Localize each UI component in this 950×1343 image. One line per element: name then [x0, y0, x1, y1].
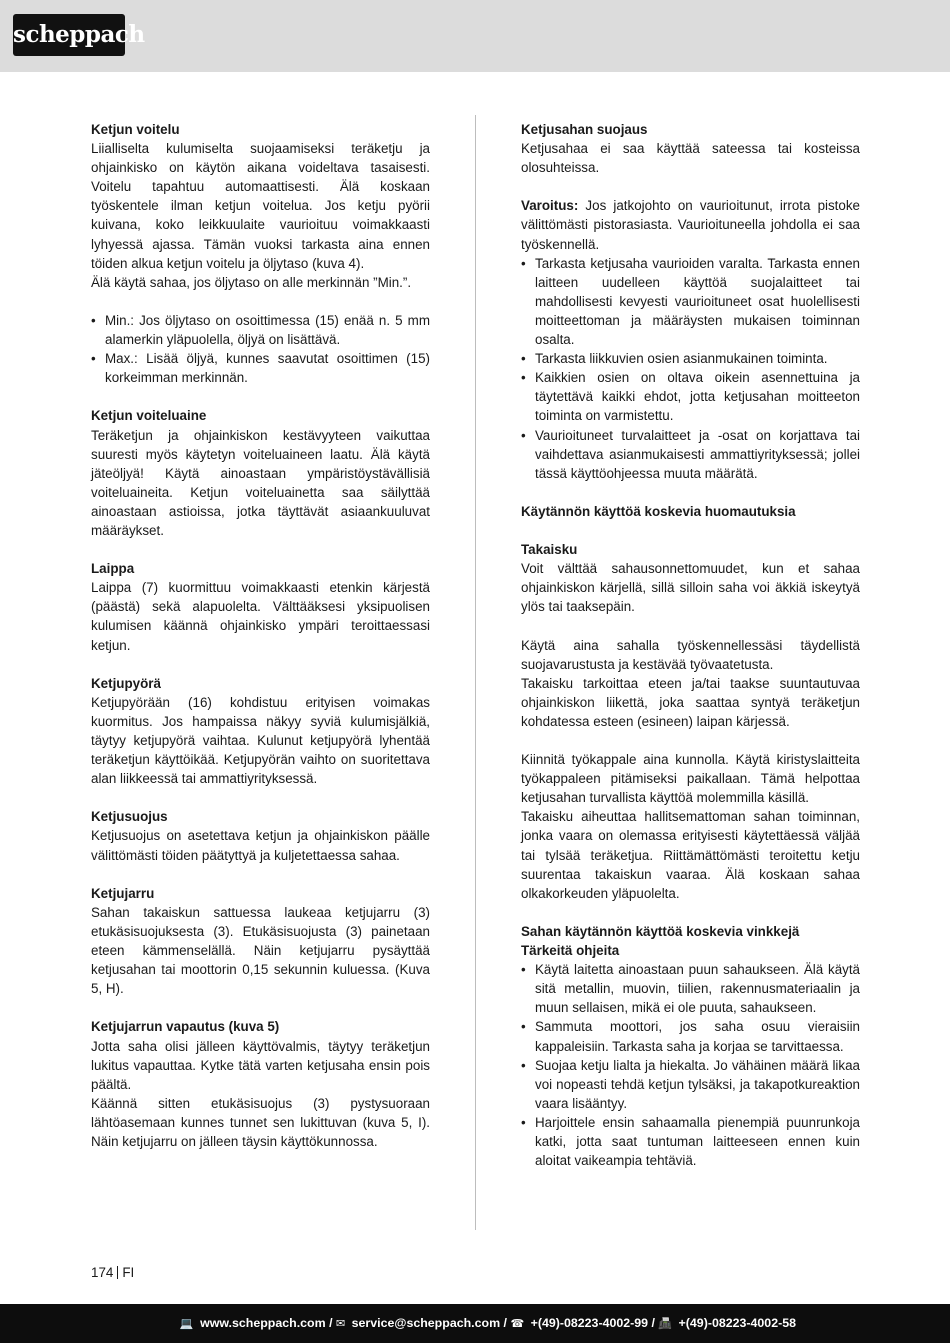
footer-bar [0, 1304, 950, 1343]
section-bar [91, 559, 430, 654]
list-item: • Tarkasta liikkuvien osien asianmukainen toiminta. [521, 349, 860, 368]
paragraph: Jotta saha olisi jälleen käyttövalmis, täytyy teräketjun lukitus vapauttaa. Kytke tätä varten ketjusaha ensin pois päältä. [91, 1038, 430, 1092]
section-warning [521, 196, 860, 482]
list-item: • Tarkasta ketjusaha vaurioiden varalta. Tarkasta ennen laitteen uudelleen käyttöä suojalaitteet tai mahdollisesti kevyesti vaurioituneet osat huolellisesti moitteettoman ja määräysten mukaisen toiminnan osalta. [521, 254, 860, 349]
computer-icon: 💻 [179, 1317, 194, 1330]
list-item: • Min.: Jos öljytaso on osoittimessa (15) enää n. 5 mm alamerkin yläpuolella, öljyä on lisättävä. [91, 311, 430, 349]
section-practical-notes [521, 502, 860, 521]
column-divider [475, 115, 476, 1230]
language-code: FI [122, 1265, 135, 1280]
section-title: Sahan käytännön käyttöä koskevia vinkkejä [521, 923, 800, 939]
paragraph: Älä käytä sahaa, jos öljytaso on alle merkinnän ”Min.”. [91, 274, 412, 290]
page-number [91, 1265, 134, 1280]
warning-text: Jos jatkojohto on vaurioitunut, irrota pistoke välittömästi pistorasiasta. Vaurioituneella johdolla ei saa työskennellä. [521, 198, 860, 252]
section-chainsaw-protection [521, 120, 860, 177]
list-item: • Vaurioituneet turvalaitteet ja -osat on korjattava tai vaihdettava asianmukaisesti ammattiyrityksessä; jollei tässä käyttöohjeessa muuta määrätä. [521, 426, 860, 483]
section-chain-brake [91, 884, 430, 999]
section-chain-brake-release [91, 1017, 430, 1151]
warning-label: Varoitus: [521, 198, 579, 214]
paragraph: Liialliselta kulumiselta suojaamiseksi teräketju ja ohjainkisko on käytön aikana voideltava tasaisesti. Voitelu tapahtuu automaattisesti. Älä koskaan työskentele ilman ketjun voitelua. Jos ketju pyörii kuivana, koko leikkuulaite vaurioituu voimakkaasti lyhyessä ajassa. Tämän vuoksi tarkasta aina ennen töiden alkua ketjun voitelu ja öljytaso (kuva 4). [91, 141, 430, 271]
section-chain-lubricant [91, 406, 430, 540]
list-item: • Harjoittele ensin sahaamalla pienempiä puunrunkoja katki, jotta saat tuntuman laitteeseen ennen kuin aloitat vaikeampia tehtäviä. [521, 1113, 860, 1170]
paragraph: Käytä aina sahalla työskennellessäsi täydellistä suojavarustusta ja kestävää työvaatetusta. [521, 637, 860, 672]
paragraph: Käännä sitten etukäsisuojus (3) pystysuoraan lähtöasemaan kunnes tunnet sen lukittuvan (kuva 5, I). Näin ketjujarru on jälleen täysin käyttökunnossa. [91, 1095, 430, 1149]
section-title: Ketjujarru [91, 885, 155, 901]
list-item: • Suojaa ketju lialta ja hiekalta. Jo vähäinen määrä likaa voi nopeasti tehdä ketjun tylsäksi, ja takapotkureaktion vaara lisääntyy. [521, 1056, 860, 1113]
website-link[interactable]: www.scheppach.com / [200, 1316, 333, 1330]
section-title: Ketjujarrun vapautus (kuva 5) [91, 1019, 280, 1035]
section-title: Laippa [91, 561, 135, 577]
telephone-icon: ☎ [510, 1317, 525, 1330]
section-title: Käytännön käyttöä koskevia huomautuksia [521, 503, 796, 519]
fax-number: +(49)-08223-4002-58 [678, 1316, 796, 1330]
section-title: Ketjun voiteluaine [91, 408, 207, 424]
warning-paragraph [521, 196, 860, 253]
email-link[interactable]: service@scheppach.com / [351, 1316, 507, 1330]
section-subtitle: Tärkeitä ohjeita [521, 943, 620, 959]
paragraph: Kiinnitä työkappale aina kunnolla. Käytä kiristyslaitteita työkappaleen pitämiseksi paikallaan. Tämä helpottaa ketjusahan turvallista käyttöä molemmilla käsillä. [521, 752, 860, 806]
section-title: Ketjun voitelu [91, 122, 180, 137]
header-bar [0, 0, 950, 72]
bullet-list [521, 254, 860, 483]
paragraph: Laippa (7) kuormittuu voimakkaasti etenkin kärjestä (päästä) sekä alapuolelta. Välttääksesi yksipuolisen kulumisen käännä ohjainkisko ympäri teroittaessasi ketjun. [91, 580, 430, 653]
phone-number: +(49)-08223-4002-99 / [530, 1316, 655, 1330]
section-title: Ketjupyörä [91, 675, 161, 691]
footer-contact [180, 1316, 796, 1330]
fax-icon: 📠 [658, 1317, 673, 1330]
paragraph: Ketjupyörään (16) kohdistuu erityisen voimakas kuormitus. Jos hampaissa näkyy syviä kulumisjälkiä, täytyy ketjupyörä vaihtaa. Kulunut ketjupyörä lyhentää teräketjun käyttöikää. Ketjupyörän vaihto on suoritettava alan liikkeessä tai ammattiyrityksessä. [91, 694, 430, 787]
section-sprocket [91, 674, 430, 789]
section-kickback [521, 540, 860, 903]
page-number-value: 174 [91, 1265, 114, 1280]
left-column [91, 120, 430, 1170]
section-title: Ketjusahan suojaus [521, 122, 648, 137]
envelope-icon: ✉ [335, 1317, 346, 1330]
paragraph: Ketjusahaa ei saa käyttää sateessa tai kosteissa olosuhteissa. [521, 141, 860, 176]
paragraph: Takaisku aiheuttaa hallitsemattoman sahan toiminnan, jonka vaara on olemassa erityisesti käytettäessä väljää tai tylsää teräketjua. Riittämättömästi teroitettu ketju suurentaa takaiskun vaaraa. Älä koskaan sahaa olkakorkeuden yläpuolelta. [521, 809, 860, 901]
right-column [521, 120, 860, 1189]
scheppach-logo: scheppach [13, 14, 125, 56]
list-item: • Kaikkien osien on oltava oikein asennettuina ja täytettävä kaikki ehdot, jotta ketjusahan moitteeton toiminta on varmistettu. [521, 368, 860, 425]
section-usage-tips [521, 922, 860, 1170]
paragraph: Takaisku tarkoittaa eteen ja/tai taakse suuntautuvaa ohjainkiskon liikettä, joka saattaa syntyä teräketjun kohdatessa esteen (esineen) laipan kärjessä. [521, 675, 860, 729]
bullet-list [91, 311, 430, 387]
paragraph: Ketjusuojus on asetettava ketjun ja ohjainkiskon päälle välittömästi töiden päätyttyä ja kuljetettaessa sahaa. [91, 828, 430, 863]
list-item: • Käytä laitetta ainoastaan puun sahaukseen. Älä käytä sitä metallin, muovin, tiilien, rakennusmateriaalin ja muun sellaisen, mikä ei ole puuta, sahaukseen. [521, 960, 860, 1017]
bullet-list [521, 960, 860, 1170]
paragraph: Voit välttää sahausonnettomuudet, kun et sahaa ohjainkiskon kärjellä, sillä silloin saha voi äkkiä iskeytyä ylös tai taaksepäin. [521, 561, 860, 615]
section-title: Ketjusuojus [91, 809, 168, 825]
list-item: • Sammuta moottori, jos saha osuu vieraisiin kappaleisiin. Tarkasta saha ja korjaa se tarvittaessa. [521, 1017, 860, 1055]
section-chain-cover [91, 807, 430, 864]
section-title: Takaisku [521, 542, 578, 558]
section-chain-lubrication [91, 120, 430, 387]
paragraph: Teräketjun ja ohjainkiskon kestävyyteen vaikuttaa suuresti myös käytetyn voiteluaineen laatu. Älä käytä jäteöljyä! Käytä ainoastaan ympäristöystävällisiä voiteluaineita. Ketjun voiteluainetta saa säilyttää ainoastaan astioissa, jotka täyttävät asiaankuuluvat määräykset. [91, 427, 430, 538]
list-item: • Max.: Lisää öljyä, kunnes saavutat osoittimen (15) korkeimman merkinnän. [91, 349, 430, 387]
paragraph: Sahan takaiskun sattuessa laukeaa ketjujarru (3) etukäsisuojuksesta (3). Etukäsisuojusta (3) painetaan eteen kämmenselällä. Näin ketjujarru pysäyttää ketjusahan tai moottorin 0,15 sekunnin kuluessa. (Kuva 5, H). [91, 904, 430, 997]
